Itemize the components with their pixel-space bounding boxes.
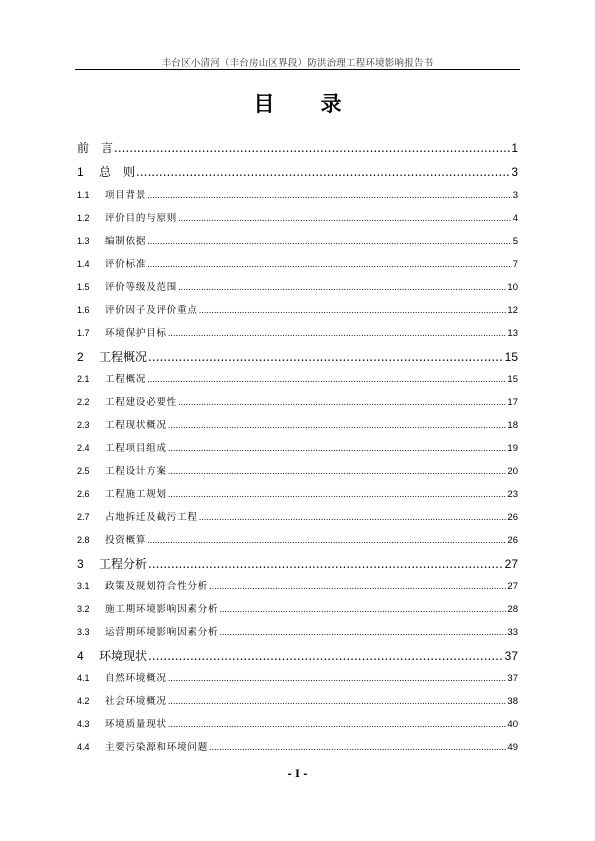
toc-entry-number: 2.6 — [77, 489, 90, 499]
toc-entry-page: 28 — [507, 604, 518, 615]
toc-entry-label: 主要污染源和环境问题 — [105, 742, 209, 753]
toc-leader-dots — [147, 373, 506, 386]
toc-section-entry[interactable] — [77, 626, 518, 639]
toc-entry-number: 2.5 — [77, 466, 90, 476]
toc-entry-page: 37 — [507, 673, 518, 684]
toc-entry-number: 4.1 — [77, 673, 90, 683]
toc-entry-number: 3.1 — [77, 581, 90, 591]
toc-section-entry[interactable] — [77, 511, 518, 524]
toc-leader-dots — [168, 718, 507, 731]
toc-leader-dots — [209, 580, 506, 593]
toc-chapter-entry[interactable] — [77, 648, 518, 664]
toc-leader-dots — [114, 140, 510, 156]
toc-entry-label: 政策及规划符合性分析 — [105, 581, 209, 592]
toc-entry-page: 37 — [504, 649, 518, 663]
toc-entry-page: 40 — [507, 719, 518, 730]
toc-title: 目录 — [253, 92, 388, 116]
toc-chapter-entry[interactable] — [77, 140, 518, 156]
toc-entry-number: 2.7 — [77, 512, 90, 522]
toc-leader-dots — [219, 603, 506, 616]
toc-entry-number: 4.4 — [77, 742, 90, 752]
page-number: - I - — [287, 769, 308, 780]
toc-entry-label: 工程施工规划 — [105, 489, 167, 500]
toc-entry-label: 工程项目组成 — [105, 443, 167, 454]
toc-leader-dots — [168, 695, 507, 708]
toc-entry-number: 1.4 — [77, 259, 90, 269]
toc-entry-number: 3.2 — [77, 604, 90, 614]
toc-entry-page: 3 — [512, 190, 518, 201]
toc-entry-page: 12 — [507, 305, 518, 316]
toc-entry-page: 15 — [504, 350, 518, 364]
toc-entry-label: 工程概况 — [105, 374, 147, 385]
toc-section-entry[interactable] — [77, 695, 518, 708]
toc-entry-label: 环境质量现状 — [105, 719, 167, 730]
toc-section-entry[interactable] — [77, 603, 518, 616]
toc-entry-number: 1.3 — [77, 236, 90, 246]
toc-leader-dots — [147, 235, 512, 248]
toc-entry-label: 工程设计方案 — [105, 466, 167, 477]
toc-entry-label: 总 则 — [99, 165, 136, 179]
toc-entry-label: 前 言 — [77, 141, 114, 155]
toc-section-entry[interactable] — [77, 327, 518, 340]
toc-entry-label: 占地拆迁及截污工程 — [105, 512, 198, 523]
toc-entry-label: 运营期环境影响因素分析 — [105, 627, 219, 638]
toc-section-entry[interactable] — [77, 281, 518, 294]
toc-entry-label: 环境现状 — [99, 649, 148, 663]
toc-section-entry[interactable] — [77, 373, 518, 386]
toc-entry-page: 18 — [507, 420, 518, 431]
toc-entry-page: 15 — [507, 374, 518, 385]
toc-entry-page: 19 — [507, 443, 518, 454]
toc-section-entry[interactable] — [77, 258, 518, 271]
toc-leader-dots — [148, 349, 504, 365]
toc-leader-dots — [209, 741, 506, 754]
toc-section-entry[interactable] — [77, 488, 518, 501]
toc-section-entry[interactable] — [77, 235, 518, 248]
toc-entry-label: 评价标准 — [105, 259, 147, 270]
toc-entry-label: 工程概况 — [99, 350, 148, 364]
toc-leader-dots — [168, 465, 507, 478]
toc-leader-dots — [147, 189, 512, 202]
toc-entry-number: 2.2 — [77, 397, 90, 407]
toc-leader-dots — [178, 212, 512, 225]
toc-leader-dots — [148, 648, 504, 664]
toc-chapter-entry[interactable] — [77, 556, 518, 572]
toc-entry-page: 23 — [507, 489, 518, 500]
toc-entry-number: 1.7 — [77, 328, 90, 338]
toc-entry-number: 1.2 — [77, 213, 90, 223]
toc-leader-dots — [219, 626, 506, 639]
toc-leader-dots — [199, 511, 507, 524]
toc-leader-dots — [168, 327, 507, 340]
toc-entry-number: 2.8 — [77, 535, 90, 545]
toc-entry-label: 施工期环境影响因素分析 — [105, 604, 219, 615]
toc-entry-number: 2.4 — [77, 443, 90, 453]
toc-entry-page: 4 — [512, 213, 518, 224]
toc-section-entry[interactable] — [77, 442, 518, 455]
toc-section-entry[interactable] — [77, 718, 518, 731]
toc-entry-page: 1 — [511, 141, 518, 155]
toc-entry-label: 环境保护目标 — [105, 328, 167, 339]
toc-entry-label: 工程建设必要性 — [105, 397, 178, 408]
toc-entry-label: 社会环境概况 — [105, 696, 167, 707]
toc-leader-dots — [136, 164, 510, 180]
toc-entry-label: 自然环境概况 — [105, 673, 167, 684]
toc-section-entry[interactable] — [77, 304, 518, 317]
toc-leader-dots — [178, 281, 506, 294]
toc-section-entry[interactable] — [77, 580, 518, 593]
toc-section-entry[interactable] — [77, 419, 518, 432]
toc-entry-page: 20 — [507, 466, 518, 477]
toc-entry-number: 1.1 — [77, 190, 90, 200]
toc-leader-dots — [168, 672, 507, 685]
toc-entry-page: 5 — [512, 236, 518, 247]
toc-leader-dots — [168, 488, 507, 501]
toc-entry-number: 3 — [77, 557, 84, 571]
toc-section-entry[interactable] — [77, 465, 518, 478]
toc-entry-number: 2.1 — [77, 374, 90, 384]
toc-section-entry[interactable] — [77, 672, 518, 685]
toc-entry-page: 10 — [507, 282, 518, 293]
toc-leader-dots — [168, 442, 507, 455]
toc-section-entry[interactable] — [77, 396, 518, 409]
toc-entry-number: 1.5 — [77, 282, 90, 292]
toc-entry-page: 26 — [507, 535, 518, 546]
toc-section-entry[interactable] — [77, 741, 518, 754]
toc-entry-label: 评价等级及范围 — [105, 282, 178, 293]
toc-entry-label: 工程现状概况 — [105, 420, 167, 431]
toc-entry-label: 工程分析 — [99, 557, 148, 571]
toc-section-entry[interactable] — [77, 212, 518, 225]
toc-entry-page: 49 — [507, 742, 518, 753]
toc-entry-page: 7 — [512, 259, 518, 270]
toc-entry-number: 2.3 — [77, 420, 90, 430]
running-header: 丰台区小清河（丰台房山区界段）防洪治理工程环境影响报告书 — [161, 58, 434, 69]
toc-entry-page: 3 — [511, 165, 518, 179]
toc-entry-number: 4 — [77, 649, 84, 663]
toc-entry-page: 27 — [507, 581, 518, 592]
toc-entry-page: 26 — [507, 512, 518, 523]
header-rule — [75, 69, 520, 70]
toc-entry-label: 投资概算 — [105, 535, 147, 546]
toc-leader-dots — [168, 419, 507, 432]
toc-leader-dots — [147, 258, 512, 271]
toc-entry-page: 38 — [507, 696, 518, 707]
toc-leader-dots — [147, 534, 506, 547]
toc-entry-number: 2 — [77, 350, 84, 364]
toc-entry-number: 1.6 — [77, 305, 90, 315]
toc-entry-number: 3.3 — [77, 627, 90, 637]
toc-entry-label: 项目背景 — [105, 190, 147, 201]
toc-entry-page: 17 — [507, 397, 518, 408]
toc-section-entry[interactable] — [77, 189, 518, 202]
toc-entry-number: 4.2 — [77, 696, 90, 706]
toc-entry-page: 33 — [507, 627, 518, 638]
toc-entry-label: 编制依据 — [105, 236, 147, 247]
toc-entry-page: 13 — [507, 328, 518, 339]
toc-leader-dots — [148, 556, 504, 572]
toc-entry-number: 1 — [77, 165, 84, 179]
toc-entry-page: 27 — [504, 557, 518, 571]
toc-chapter-entry[interactable] — [77, 349, 518, 365]
toc-entry-label: 评价目的与原则 — [105, 213, 178, 224]
toc-leader-dots — [178, 396, 506, 409]
toc-chapter-entry[interactable] — [77, 164, 518, 180]
toc-section-entry[interactable] — [77, 534, 518, 547]
toc-entry-label: 评价因子及评价重点 — [105, 305, 198, 316]
toc-leader-dots — [199, 304, 507, 317]
toc-entry-number: 4.3 — [77, 719, 90, 729]
